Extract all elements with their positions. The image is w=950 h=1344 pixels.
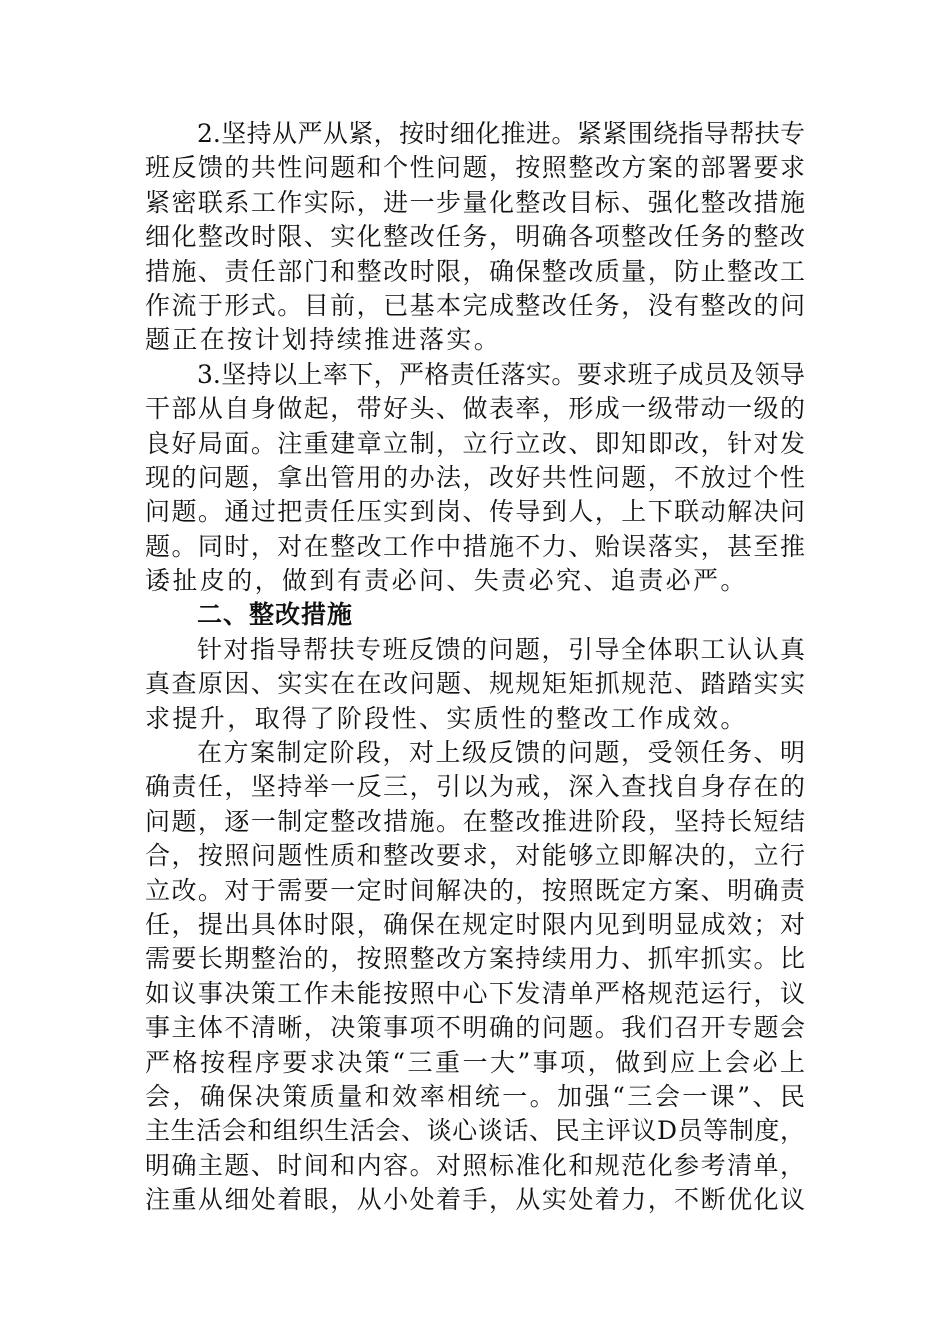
text-line: 良好局面。注重建章立制，立行立改、即知即改，针对发 [145,428,805,458]
paragraph-intro [145,633,805,736]
text-line: 题正在按计划持续推进落实。 [145,325,502,355]
section-heading: 二、整改措施 [197,600,354,630]
text-line: 2.坚持从严从紧，按时细化推进。紧紧围绕指导帮扶专 [197,119,805,148]
text-line: 问题，逐一制定整改措施。在整改推进阶段，坚持长短结 [145,806,805,836]
text-line: 题。同时，对在整改工作中措施不力、贻误落实，甚至推 [145,531,805,561]
text-line: 措施、责任部门和整改时限，确保整改质量，防止整改工 [145,256,805,286]
text-line: 立改。对于需要一定时间解决的，按照既定方案、明确责 [145,875,805,905]
text-line: 如议事决策工作未能按照中心下发清单严格规范运行，议 [145,978,805,1008]
text-line: 合，按照问题性质和整改要求，对能够立即解决的，立行 [145,841,805,871]
text-line: 明确主题、时间和内容。对照标准化和规范化参考清单， [145,1150,805,1180]
text-line: 班反馈的共性问题和个性问题，按照整改方案的部署要求 [145,153,805,183]
text-line: 针对指导帮扶专班反馈的问题，引导全体职工认认真 [197,634,805,664]
text-line: 事主体不清晰，决策事项不明确的问题。我们召开专题会 [145,1013,805,1043]
text-line: 作流于形式。目前，已基本完成整改任务，没有整改的问 [145,290,805,320]
text-line: 紧密联系工作实际，进一步量化整改目标、强化整改措施 [145,187,805,217]
paragraph-plan-stage [145,736,805,1217]
text-line: 真查原因、实实在在改问题、规规矩矩抓规范、踏踏实实 [145,669,805,699]
text-line: 会，确保决策质量和效率相统一。加强“三会一课”、民 [145,1081,805,1111]
text-line: 任，提出具体时限，确保在规定时限内见到明显成效；对 [145,909,805,939]
text-line: 诿扯皮的，做到有责必问、失责必究、追责必严。 [145,566,748,596]
text-line: 3.坚持以上率下，严格责任落实。要求班子成员及领导 [197,359,805,389]
paragraph-strict-implementation [145,117,805,358]
text-line: 求提升，取得了阶段性、实质性的整改工作成效。 [145,703,748,733]
text-line: 在方案制定阶段，对上级反馈的问题，受领任务、明 [197,738,805,768]
text-line: 问题。通过把责任压实到岗、传导到人，上下联动解决问 [145,497,805,527]
text-line: 需要长期整治的，按照整改方案持续用力、抓牢抓实。比 [145,944,805,974]
document-body [145,117,805,1218]
text-line: 注重从细处着眼，从小处着手，从实处着力，不断优化议 [145,1185,805,1215]
paragraph-responsibility [145,358,805,599]
text-line: 严格按程序要求决策“三重一大”事项，做到应上会必上 [145,1047,805,1077]
text-line: 现的问题，拿出管用的办法，改好共性问题，不放过个性 [145,462,805,492]
text-line: 确责任，坚持举一反三，引以为戒，深入查找自身存在的 [145,772,805,802]
text-line: 细化整改时限、实化整改任务，明确各项整改任务的整改 [145,222,805,252]
text-line: 主生活会和组织生活会、谈心谈话、民主评议D员等制度， [145,1116,805,1146]
text-line: 干部从自身做起，带好头、做表率，形成一级带动一级的 [145,394,805,424]
